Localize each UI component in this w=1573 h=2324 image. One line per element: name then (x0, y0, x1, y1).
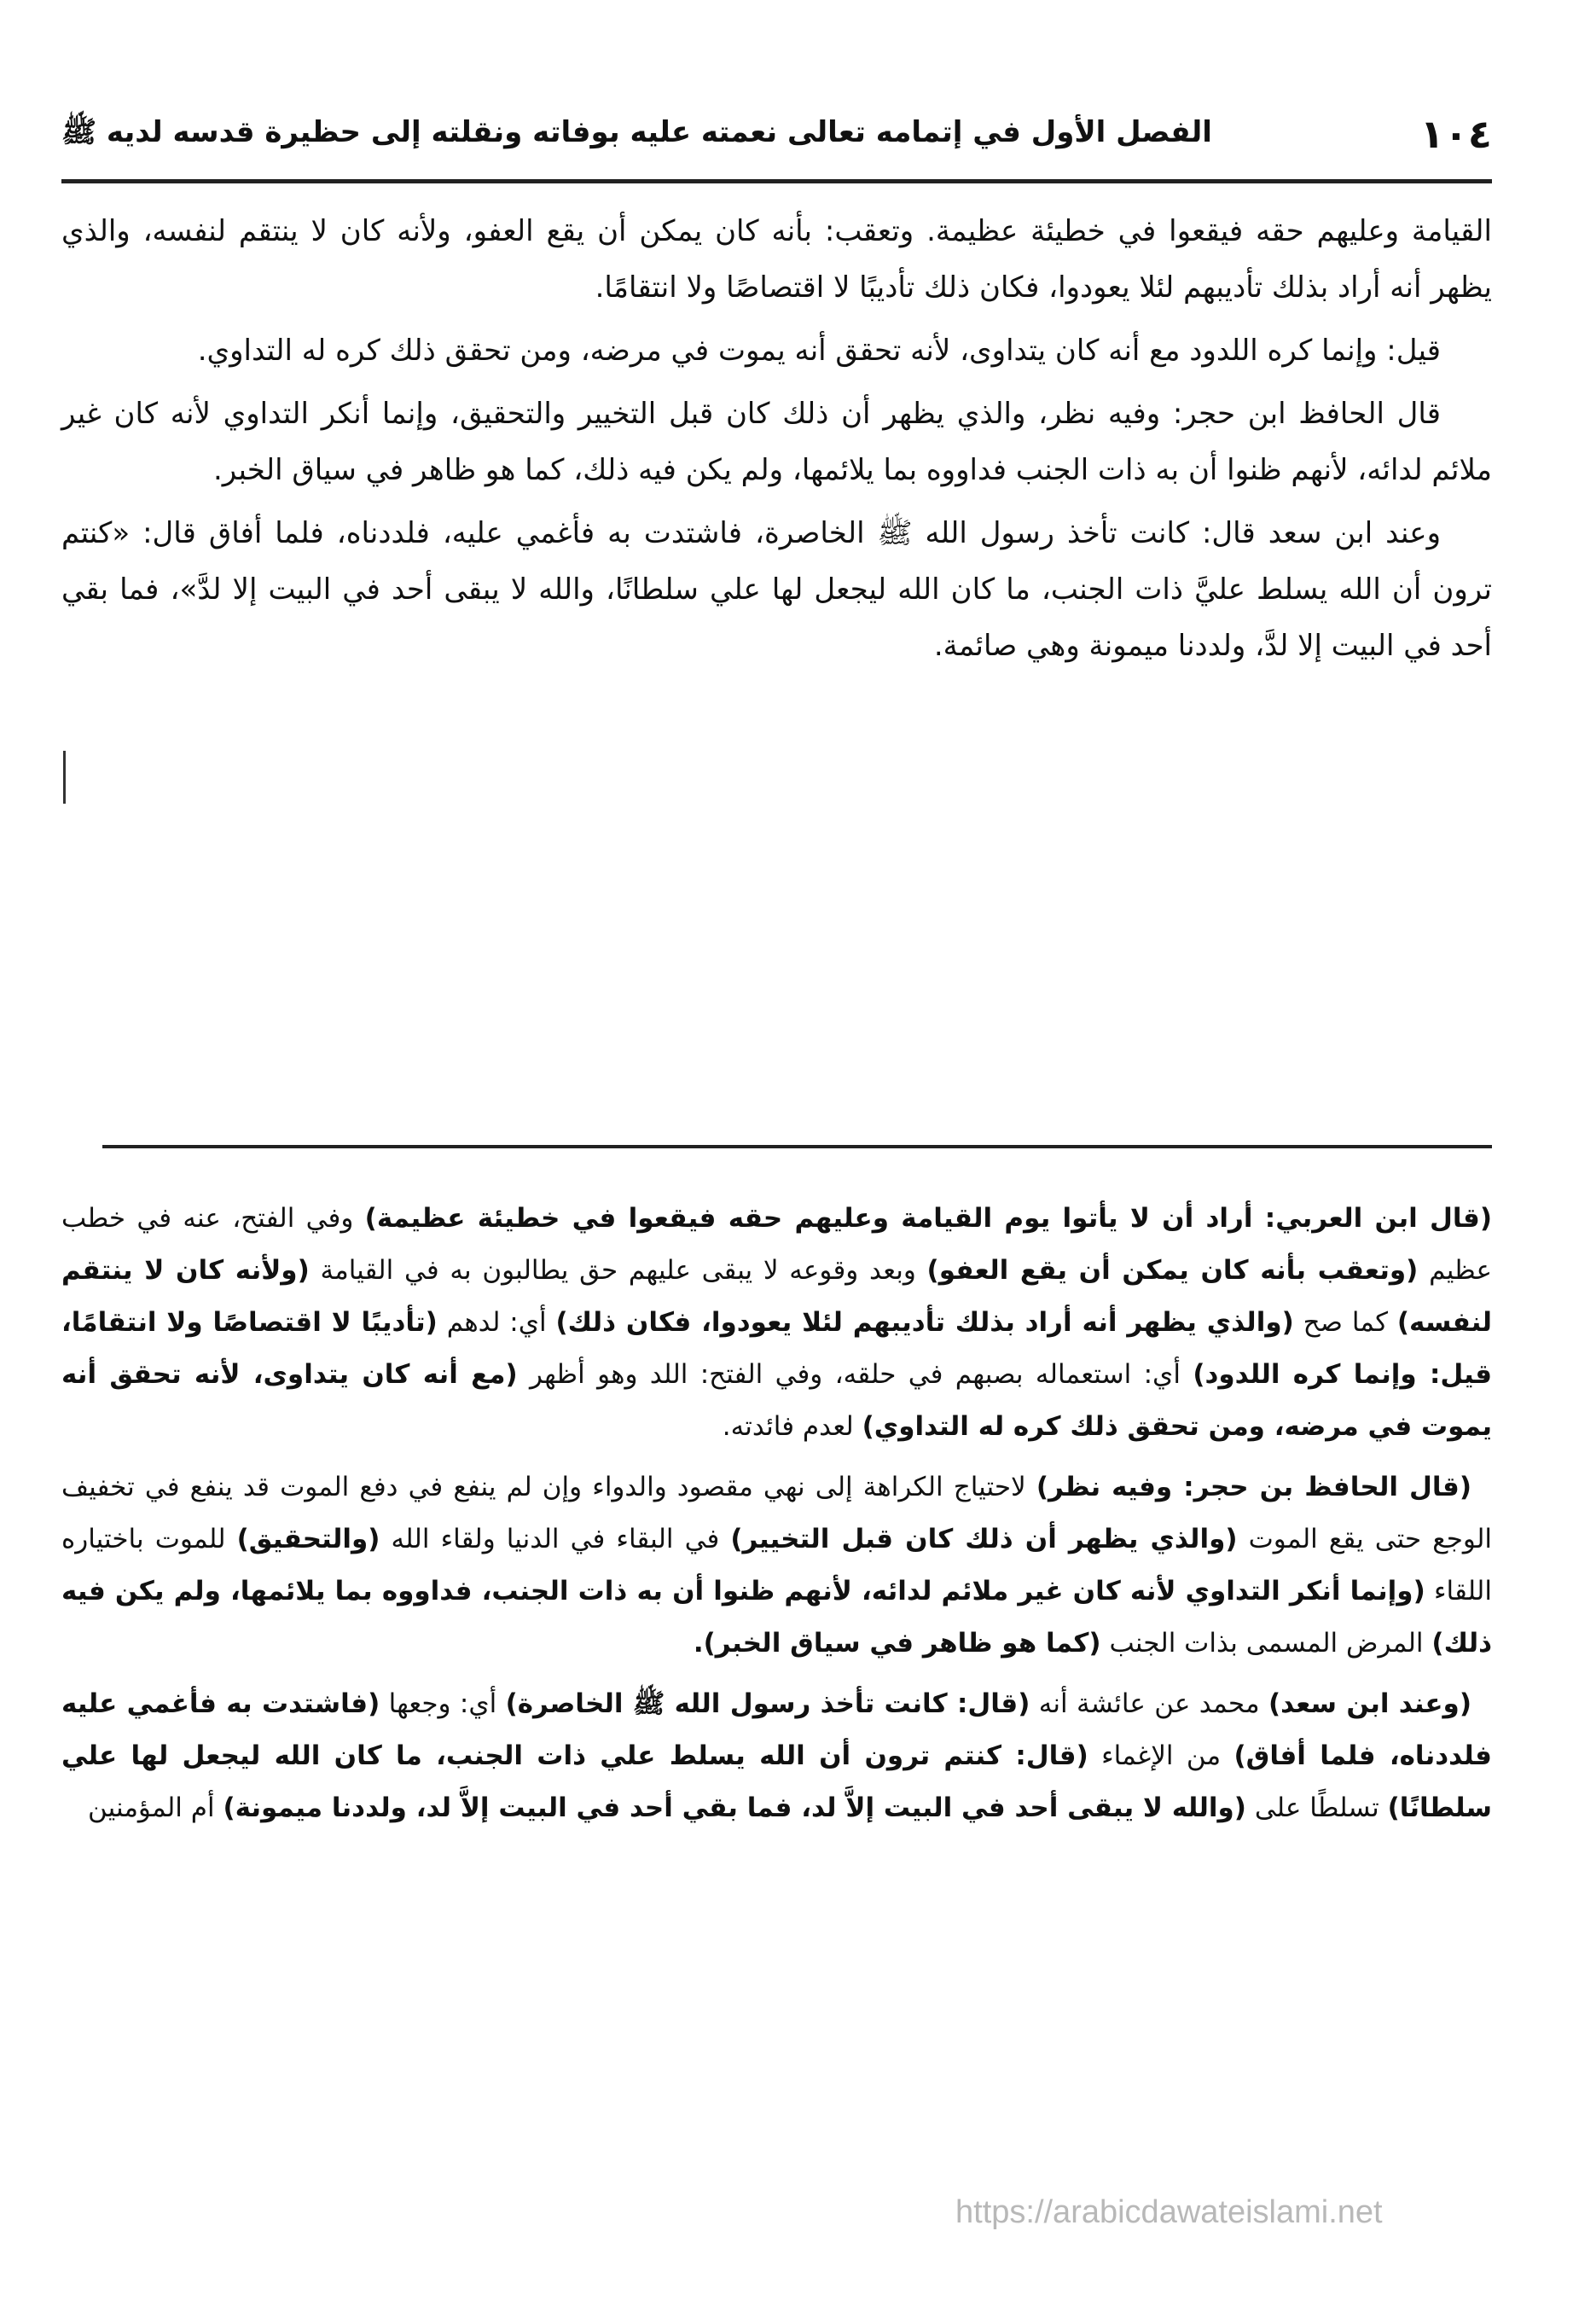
quoted-text: (والذي يظهر أن ذلك كان قبل التخيير) (730, 1524, 1238, 1554)
gloss-text: أم المؤمنين (88, 1792, 223, 1823)
quoted-text: (وتعقب بأنه كان يمكن أن يقع العفو) (926, 1255, 1419, 1286)
quoted-text: (والله لا يبقى أحد في البيت إلاَّ لد، فما بقي أحد في البيت إلاَّ لد، ولددنا ميمونة) (223, 1792, 1246, 1823)
quoted-text: (قال: كنتم ترون أن الله يسلط علي ذات الجنب، ما كان الله ليجعل لها علي سلطانًا) (61, 1740, 1492, 1823)
margin-mark (63, 751, 66, 804)
quoted-text: (تأديبًا لا اقتصاصًا ولا انتقامًا، قيل: وإنما كره اللدود) (61, 1307, 1492, 1390)
gloss-text: أي: لدهم (437, 1307, 556, 1338)
commentary-paragraph (61, 1678, 1492, 1834)
quoted-text: (مع أنه كان يتداوى، لأنه تحقق أنه يموت في مرضه، ومن تحقق ذلك كره له التداوي) (61, 1359, 1492, 1442)
quoted-text: (قال: كانت تأخذ رسول الله ﷺ الخاصرة) (505, 1688, 1030, 1719)
gloss-text: أي: استعماله بصبهم في حلقه، وفي الفتح: اللد وهو أظهر (517, 1359, 1193, 1390)
gloss-text: في البقاء في الدنيا ولقاء الله (380, 1524, 731, 1554)
quoted-text: (وعند ابن سعد) (1268, 1688, 1471, 1719)
gloss-text: المرض المسمى بذات الجنب (1100, 1628, 1432, 1659)
page-number: ١٠٤ (1419, 111, 1492, 157)
quoted-text: (والتحقيق) (236, 1524, 380, 1554)
main-paragraph: قيل: وإنما كره اللدود مع أنه كان يتداوى، لأنه تحقق أنه يموت في مرضه، ومن تحقق ذلك كره له التداوي. (197, 334, 1441, 368)
watermark-url: https://arabicdawateislami.net (955, 2194, 1383, 2230)
quoted-text: (قال الحافظ بن حجر: وفيه نظر) (1036, 1472, 1472, 1502)
commentary-paragraph (61, 1193, 1492, 1453)
quoted-text: (ولأنه كان لا ينتقم لنفسه) (61, 1255, 1492, 1338)
quoted-text: (وإنما أنكر التداوي لأنه كان غير ملائم لدائه، لأنهم ظنوا أن به ذات الجنب، فداووه بما يلائمها، ولم يكن فيه ذلك) (61, 1576, 1492, 1659)
commentary-paragraph (61, 1461, 1492, 1670)
gloss-text: وفي الفتح، عنه في خطب عظيم (61, 1203, 1492, 1286)
gloss-text: للموت باختياره اللقاء (61, 1524, 1492, 1606)
commentary-rule (102, 1145, 1492, 1148)
quoted-text: (كما هو ظاهر في سياق الخبر). (693, 1628, 1101, 1659)
gloss-text: لاحتياج الكراهة إلى نهي مقصود والدواء وإن لم ينفع في دفع الموت قد ينفع في تخفيف الوجع حتى يقع الموت (61, 1472, 1492, 1554)
gloss-text: محمد عن عائشة أنه (1030, 1688, 1268, 1719)
main-paragraph: قال الحافظ ابن حجر: وفيه نظر، والذي يظهر أن ذلك كان قبل التخيير والتحقيق، وإنما أنكر التداوي لأنه كان غير ملائم لدائه، لأنهم ظنوا أن به ذات الجنب فداووه بما يلائمها، ولم يكن فيه ذلك، كما هو ظاهر في سياق الخبر. (61, 397, 1492, 487)
gloss-text: من الإغماء (1088, 1740, 1234, 1771)
gloss-text: لعدم فائدته. (722, 1411, 862, 1442)
page-header (61, 102, 1492, 179)
quoted-text: (والذي يظهر أنه أراد بذلك تأديبهم لئلا يعودوا، فكان ذلك) (555, 1307, 1294, 1338)
gloss-text: أي: وجعها (380, 1688, 506, 1719)
quoted-text: (فاشتدت به فأغمي عليه فلددناه، فلما أفاق) (61, 1688, 1492, 1771)
quoted-text: (قال ابن العربي: أراد أن لا يأتوا يوم القيامة وعليهم حقه فيقعوا في خطيئة عظيمة) (364, 1203, 1492, 1234)
main-paragraph: وعند ابن سعد قال: كانت تأخذ رسول الله ﷺ الخاصرة، فاشتدت به فأغمي عليه، فلددناه، فلما أفاق قال: «كنتم ترون أن الله يسلط عليَّ ذات الجنب، ما كان الله ليجعل لها علي سلطانًا، والله لا يبقى أحد في البيت إلا لدَّ»، فما بقي أحد في البيت إلا لدَّ، ولددنا ميمونة وهي صائمة. (61, 516, 1492, 663)
main-text (61, 203, 1492, 681)
header-rule (61, 179, 1492, 183)
gloss-text: تسلطًا على (1245, 1792, 1388, 1823)
commentary-text (61, 1193, 1492, 1843)
gloss-text: وبعد وقوعه لا يبقى عليهم حق يطالبون به في القيامة (309, 1255, 927, 1286)
main-paragraph: القيامة وعليهم حقه فيقعوا في خطيئة عظيمة. وتعقب: بأنه كان يمكن أن يقع العفو، ولأنه كان لا ينتقم لنفسه، والذي يظهر أنه أراد بذلك تأديبهم لئلا يعودوا، فكان ذلك تأديبًا لا اقتصاصًا ولا انتقامًا. (61, 214, 1492, 305)
running-head: الفصل الأول في إتمامه تعالى نعمته عليه بوفاته ونقلته إلى حظيرة قدسه لديه ﷺ (61, 115, 1212, 149)
gloss-text: كما صح (1293, 1307, 1397, 1338)
